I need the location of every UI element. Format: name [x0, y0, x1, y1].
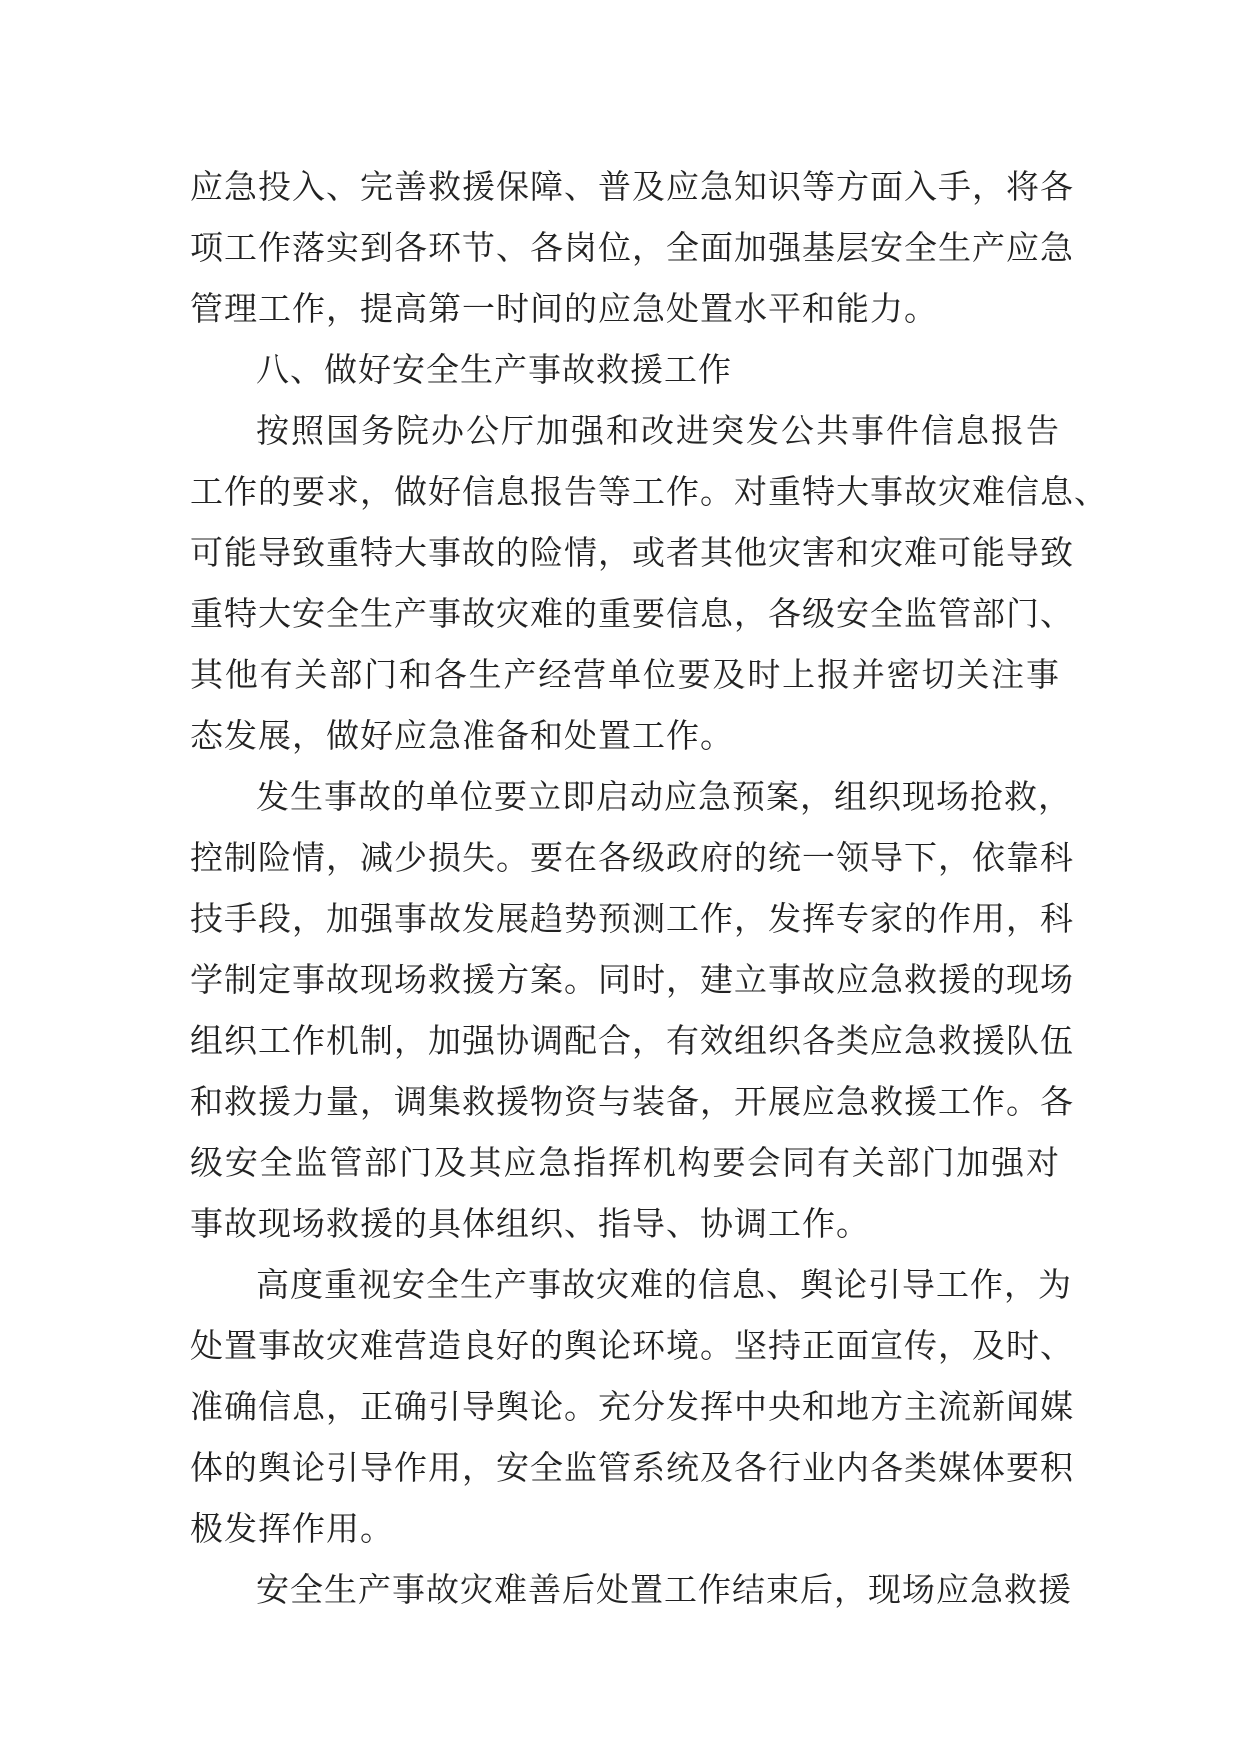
paragraph-line: 处置事故灾难营造良好的舆论环境。坚持正面宣传，及时、 [190, 1326, 1074, 1365]
paragraph-line: 体的舆论引导作用，安全监管系统及各行业内各类媒体要积 [190, 1448, 1074, 1487]
paragraph-line: 技手段，加强事故发展趋势预测工作，发挥专家的作用，科 [190, 899, 1074, 938]
paragraph-line: 发生事故的单位要立即启动应急预案，组织现场抢救， [256, 777, 1072, 816]
paragraph-line: 高度重视安全生产事故灾难的信息、舆论引导工作，为 [256, 1265, 1072, 1304]
paragraph-line: 级安全监管部门及其应急指挥机构要会同有关部门加强对 [190, 1143, 1060, 1182]
paragraph-line: 项工作落实到各环节、各岗位，全面加强基层安全生产应急 [190, 228, 1074, 267]
section-heading: 八、做好安全生产事故救援工作 [256, 350, 732, 389]
paragraph-line: 其他有关部门和各生产经营单位要及时上报并密切关注事 [190, 655, 1060, 694]
paragraph-line: 安全生产事故灾难善后处置工作结束后，现场应急救援 [256, 1570, 1072, 1609]
paragraph-line: 学制定事故现场救援方案。同时，建立事故应急救援的现场 [190, 960, 1074, 999]
paragraph-line: 事故现场救援的具体组织、指导、协调工作。 [190, 1204, 870, 1243]
paragraph-line: 工作的要求，做好信息报告等工作。对重特大事故灾难信息、 [190, 472, 1108, 511]
paragraph-line: 和救援力量，调集救援物资与装备，开展应急救援工作。各 [190, 1082, 1074, 1121]
paragraph-line: 控制险情，减少损失。要在各级政府的统一领导下，依靠科 [190, 838, 1074, 877]
paragraph-line: 按照国务院办公厅加强和改进突发公共事件信息报告 [256, 411, 1060, 450]
paragraph-line: 组织工作机制，加强协调配合，有效组织各类应急救援队伍 [190, 1021, 1074, 1060]
paragraph-line: 极发挥作用。 [190, 1509, 394, 1548]
document-body [190, 156, 1108, 1620]
paragraph-line: 应急投入、完善救援保障、普及应急知识等方面入手，将各 [190, 167, 1074, 206]
paragraph-line: 管理工作，提高第一时间的应急处置水平和能力。 [190, 289, 938, 328]
paragraph-line: 可能导致重特大事故的险情，或者其他灾害和灾难可能导致 [190, 533, 1074, 572]
paragraph-line: 准确信息，正确引导舆论。充分发挥中央和地方主流新闻媒 [190, 1387, 1074, 1426]
paragraph-line: 态发展，做好应急准备和处置工作。 [190, 716, 734, 755]
paragraph-line: 重特大安全生产事故灾难的重要信息，各级安全监管部门、 [190, 594, 1074, 633]
